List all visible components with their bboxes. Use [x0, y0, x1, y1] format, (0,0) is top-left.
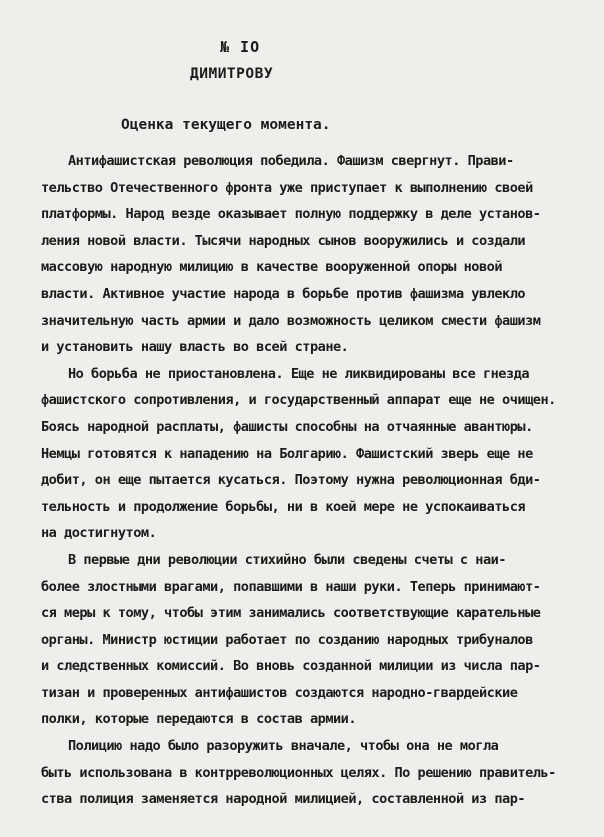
text-line: ства полиция заменяется народной милицией, составленной из пар-: [41, 791, 526, 808]
text-line: и следственных комиссий. Во вновь созданной милиции из числа пар-: [41, 658, 541, 675]
text-line: Но борьба не приостановлена. Еще не ликвидированы все гнезда: [68, 365, 530, 382]
text-line: В первые дни революции стихийно были сведены счеты с наи-: [68, 551, 506, 568]
text-line: платформы. Народ везде оказывает полную поддержку в деле установ-: [41, 206, 541, 223]
text-line: тельство Отечественного фронта уже приступает к выполнению своей: [41, 179, 533, 196]
addressee: ДИМИТРОВУ: [190, 66, 274, 82]
text-line: полки, которые передаются в состав армии.: [41, 711, 357, 728]
document-number: № IO: [220, 38, 261, 56]
text-line: значительную часть армии и дало возможность целиком смести фашизм: [41, 312, 541, 329]
text-line: фашистского сопротивления, и государственный аппарат еще не очищен.: [41, 392, 556, 409]
text-line: тельность и продолжение борьбы, ни в коей мере не успокаиваться: [41, 498, 526, 515]
text-line: тизан и проверенных антифашистов создаются народно-гвардейские: [41, 684, 518, 701]
text-line: и установить нашу власть во всей стране.: [41, 339, 349, 356]
text-line: ся меры к тому, чтобы этим занимались соответствующие карательные: [41, 605, 541, 622]
text-line: Полицию надо было разоружить вначале, чтобы она не могла: [68, 738, 499, 755]
text-line: более злостными врагами, попавшими в наши руки. Теперь принимают-: [41, 578, 541, 595]
text-line: Боясь народной расплаты, фашисты способны на отчаянные авантюры.: [41, 418, 533, 435]
text-line: на достигнутом.: [41, 525, 157, 542]
text-line: добит, он еще пытается кусаться. Поэтому нужна революционная бди-: [41, 472, 541, 489]
document-body: [41, 148, 571, 813]
text-line: ления новой власти. Тысячи народных сынов вооружились и создали: [41, 232, 526, 249]
text-line: Немцы готовятся к нападению на Болгарию. Фашистский зверь еще не: [41, 445, 533, 462]
text-line: быть использована в контрреволюционных целях. По решению правитель-: [41, 764, 556, 781]
text-line: власти. Активное участие народа в борьбе против фашизма увлекло: [41, 285, 526, 302]
text-line: Антифашистская революция победила. Фашизм свергнут. Прави-: [68, 153, 514, 169]
text-line: органы. Министр юстиции работает по созданию народных трибуналов: [41, 631, 533, 648]
text-line: массовую народную милицию в качестве вооруженной опоры новой: [41, 259, 503, 276]
document-heading: Оценка текущего момента.: [121, 117, 331, 133]
